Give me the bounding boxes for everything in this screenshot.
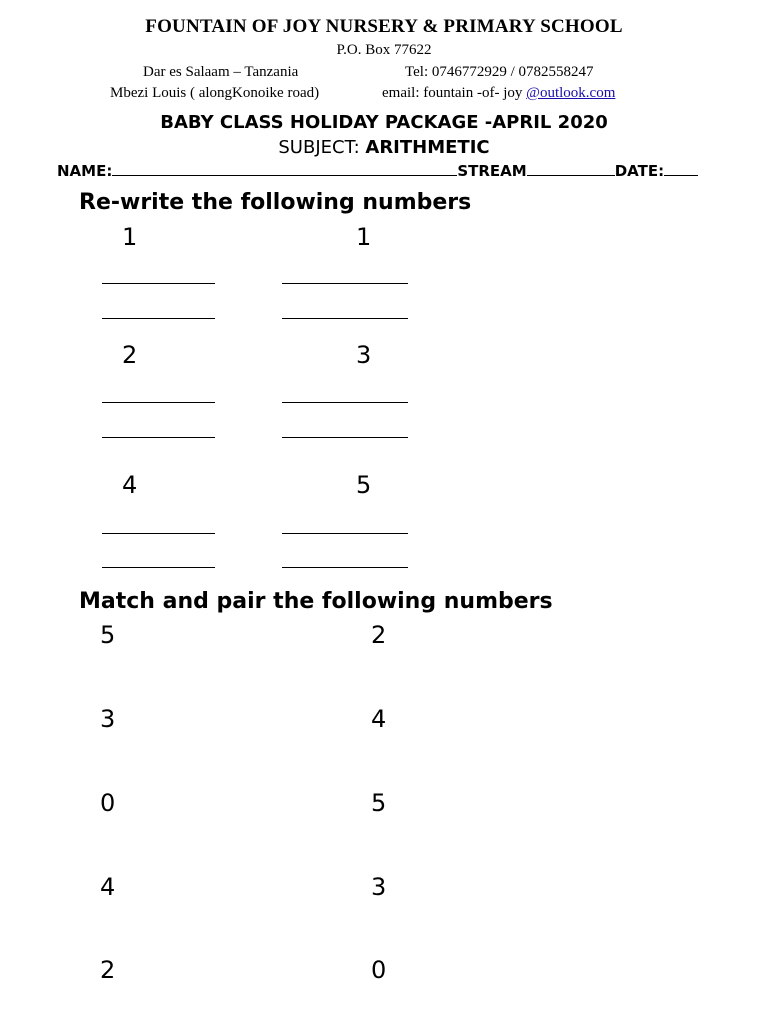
match-left-number[interactable]: 4	[100, 873, 116, 901]
subject-label: SUBJECT:	[278, 137, 366, 158]
school-name: FOUNTAIN OF JOY NURSERY & PRIMARY SCHOOL	[145, 16, 623, 37]
answer-line[interactable]	[102, 533, 215, 534]
rewrite-number: 2	[122, 341, 138, 369]
rewrite-number: 4	[122, 471, 138, 499]
stream-blank[interactable]	[527, 163, 615, 176]
match-right-number[interactable]: 0	[371, 956, 387, 984]
rewrite-number: 1	[122, 223, 138, 251]
match-right-number[interactable]: 4	[371, 705, 387, 733]
match-right-number[interactable]: 3	[371, 873, 387, 901]
rewrite-number: 3	[356, 341, 372, 369]
match-left-number[interactable]: 0	[100, 789, 116, 817]
answer-line[interactable]	[102, 283, 215, 284]
answer-line[interactable]	[282, 437, 408, 438]
rewrite-heading: Re-write the following numbers	[79, 190, 472, 215]
match-left-number[interactable]: 3	[100, 705, 116, 733]
stream-label: STREAM	[457, 162, 527, 180]
name-blank[interactable]	[112, 163, 457, 176]
match-left-number[interactable]: 2	[100, 956, 116, 984]
answer-line[interactable]	[102, 318, 215, 319]
answer-line[interactable]	[102, 437, 215, 438]
package-title: BABY CLASS HOLIDAY PACKAGE -APRIL 2020	[160, 112, 608, 133]
answer-line[interactable]	[282, 402, 408, 403]
name-label: NAME:	[57, 162, 113, 180]
subject-value: ARITHMETIC	[365, 137, 490, 158]
address: Mbezi Louis ( alongKonoike road)	[110, 85, 320, 101]
email-link[interactable]: @outlook.com	[526, 85, 616, 101]
answer-line[interactable]	[102, 567, 215, 568]
date-blank[interactable]	[664, 163, 698, 176]
answer-line[interactable]	[282, 567, 408, 568]
answer-line[interactable]	[102, 402, 215, 403]
answer-line[interactable]	[282, 533, 408, 534]
student-fields	[57, 162, 698, 180]
answer-line[interactable]	[282, 283, 408, 284]
match-heading: Match and pair the following numbers	[79, 589, 553, 614]
match-left-number[interactable]: 5	[100, 621, 116, 649]
match-right-number[interactable]: 2	[371, 621, 387, 649]
match-right-number[interactable]: 5	[371, 789, 387, 817]
date-label: DATE:	[614, 162, 665, 180]
po-box: P.O. Box 77622	[336, 42, 432, 58]
answer-line[interactable]	[282, 318, 408, 319]
rewrite-number: 5	[356, 471, 372, 499]
rewrite-number: 1	[356, 223, 372, 251]
subject-line	[0, 137, 768, 158]
email-line	[382, 85, 615, 102]
city: Dar es Salaam – Tanzania	[143, 64, 299, 80]
email-prefix: email: fountain -of- joy	[382, 85, 527, 101]
telephone: Tel: 0746772929 / 0782558247	[405, 64, 594, 80]
